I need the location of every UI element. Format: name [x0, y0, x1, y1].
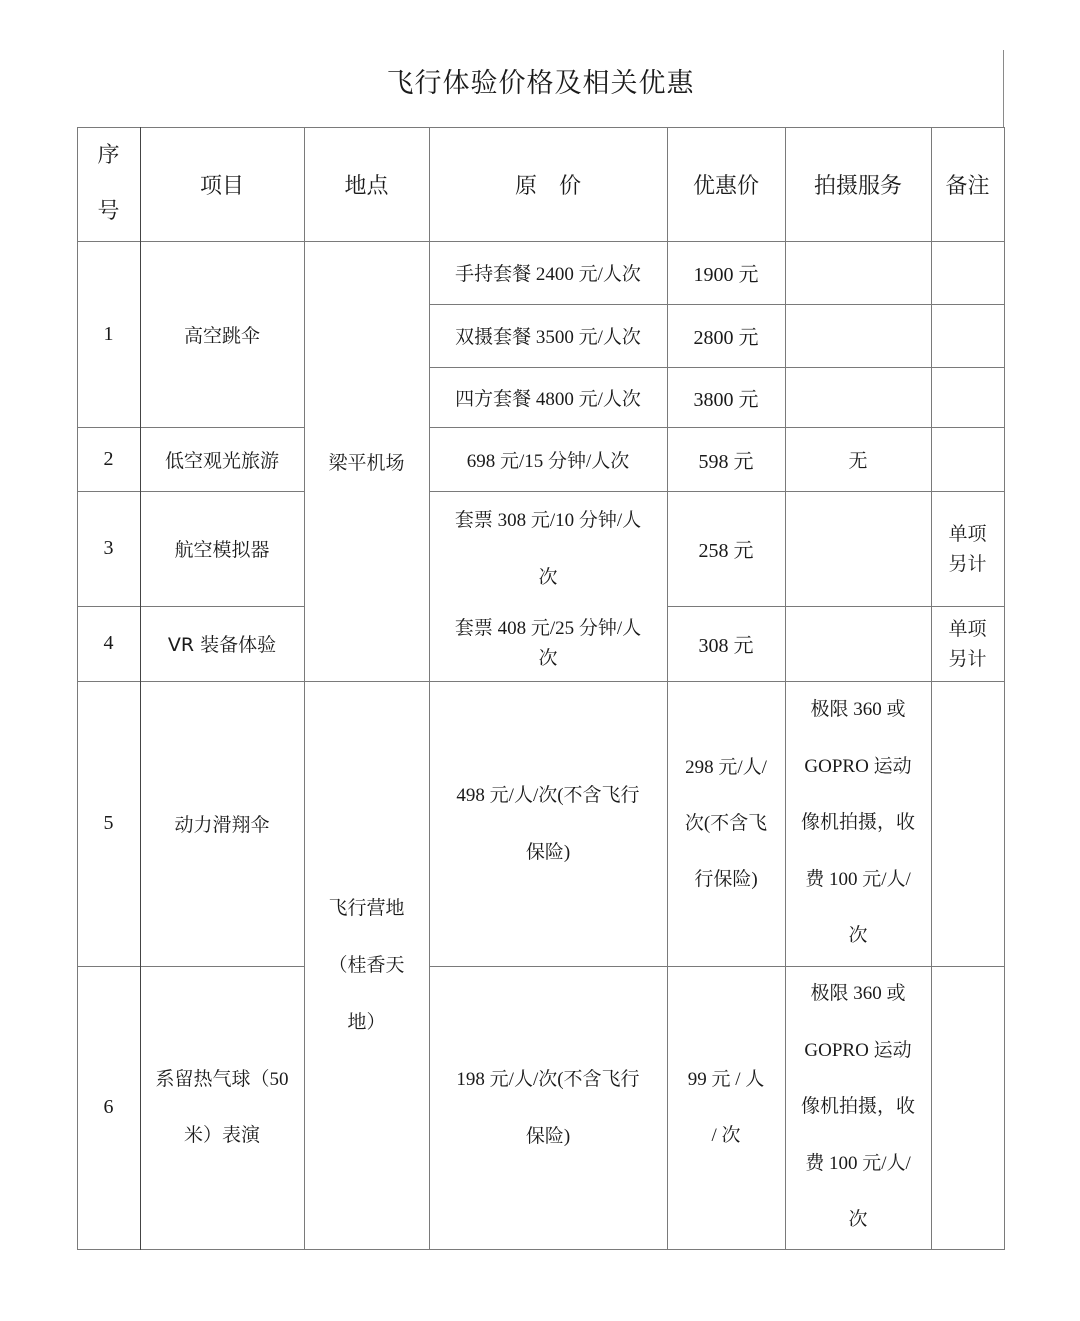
row6-item: 系留热气球（50 米）表演	[140, 966, 304, 1249]
grid-line	[429, 367, 1005, 368]
document-title: 飞行体验价格及相关优惠	[386, 68, 695, 99]
grid-line	[785, 127, 786, 1250]
header-seq	[77, 127, 140, 241]
grid-line	[77, 1249, 1005, 1250]
row1-pkg1-discount-price: 1900 元	[667, 241, 785, 304]
row2-item: 低空观光旅游	[140, 427, 304, 491]
grid-line	[77, 966, 304, 967]
row1-pkg2-remarks	[931, 304, 1004, 367]
row4-original-price: 套票 408 元/25 分钟/人 次	[429, 606, 667, 681]
row2-discount-price: 598 元	[667, 427, 785, 491]
grid-line	[77, 681, 1005, 682]
row4-remarks: 单项 另计	[931, 606, 1004, 681]
row1-pkg2-photo-service	[785, 304, 931, 367]
row2-photo-service: 无	[785, 427, 931, 491]
row1-pkg3-photo-service	[785, 367, 931, 427]
row5-photo-service: 极限 360 或 GOPRO 运动 像机拍摄，收 费 100 元/人/ 次	[785, 681, 931, 966]
row4-item: VR 装备体验	[140, 606, 304, 681]
row3-item: 航空模拟器	[140, 491, 304, 606]
header-discount-price: 优惠价	[667, 127, 785, 241]
row6-discount-price: 99 元 / 人 / 次	[667, 966, 785, 1249]
grid-line	[667, 127, 668, 1250]
row1-pkg1-original-price: 手持套餐 2400 元/人次	[429, 241, 667, 304]
row2-seq: 2	[77, 427, 140, 491]
grid-line	[77, 606, 304, 607]
grid-line	[667, 606, 1005, 607]
grid-line	[304, 127, 305, 1250]
grid-line	[77, 241, 1005, 242]
row1-pkg1-remarks	[931, 241, 1004, 304]
header-seq-bottom: 号	[97, 199, 120, 224]
row5-original-price: 498 元/人/次(不含飞行 保险)	[429, 681, 667, 966]
row1-item: 高空跳伞	[140, 241, 304, 427]
row1-pkg2-discount-price: 2800 元	[667, 304, 785, 367]
row1-pkg1-photo-service	[785, 241, 931, 304]
row1-pkg3-original-price: 四方套餐 4800 元/人次	[429, 367, 667, 427]
row6-seq: 6	[77, 966, 140, 1249]
grid-line	[140, 127, 141, 1250]
header-original-price: 原 价	[429, 127, 667, 241]
row4-photo-service	[785, 606, 931, 681]
row5-remarks	[931, 681, 1004, 966]
header-location: 地点	[304, 127, 429, 241]
row3-seq: 3	[77, 491, 140, 606]
row3-photo-service	[785, 491, 931, 606]
row6-photo-service: 极限 360 或 GOPRO 运动 像机拍摄，收 费 100 元/人/ 次	[785, 966, 931, 1249]
row2-remarks	[931, 427, 1004, 491]
grid-line	[429, 966, 1005, 967]
grid-line	[429, 304, 1005, 305]
grid-line	[931, 127, 932, 1250]
grid-line	[77, 127, 78, 1250]
row4-seq: 4	[77, 606, 140, 681]
row5-seq: 5	[77, 681, 140, 966]
row3-discount-price: 258 元	[667, 491, 785, 606]
row1-seq: 1	[77, 241, 140, 427]
grid-line	[429, 427, 1005, 428]
row6-remarks	[931, 966, 1004, 1249]
grid-line	[429, 491, 1005, 492]
grid-line	[77, 491, 304, 492]
grid-line	[77, 427, 304, 428]
header-seq-top: 序	[97, 143, 120, 168]
location-liangping: 梁平机场	[304, 241, 429, 681]
row1-pkg3-discount-price: 3800 元	[667, 367, 785, 427]
row1-pkg2-original-price: 双摄套餐 3500 元/人次	[429, 304, 667, 367]
row6-original-price: 198 元/人/次(不含飞行 保险)	[429, 966, 667, 1249]
header-remarks: 备注	[931, 127, 1004, 241]
row3-original-price: 套票 308 元/10 分钟/人 次	[429, 491, 667, 606]
row2-original-price: 698 元/15 分钟/人次	[429, 427, 667, 491]
page-edge-line	[1003, 50, 1004, 128]
header-item: 项目	[140, 127, 304, 241]
row4-discount-price: 308 元	[667, 606, 785, 681]
row3-remarks: 单项 另计	[931, 491, 1004, 606]
header-photo-service: 拍摄服务	[785, 127, 931, 241]
row5-item: 动力滑翔伞	[140, 681, 304, 966]
row1-pkg3-remarks	[931, 367, 1004, 427]
grid-line	[1004, 127, 1005, 1250]
grid-line	[77, 127, 1005, 128]
location-flight-camp: 飞行营地 （桂香天 地）	[304, 681, 429, 1249]
row5-discount-price: 298 元/人/ 次(不含飞 行保险)	[667, 681, 785, 966]
grid-line	[429, 127, 430, 1250]
